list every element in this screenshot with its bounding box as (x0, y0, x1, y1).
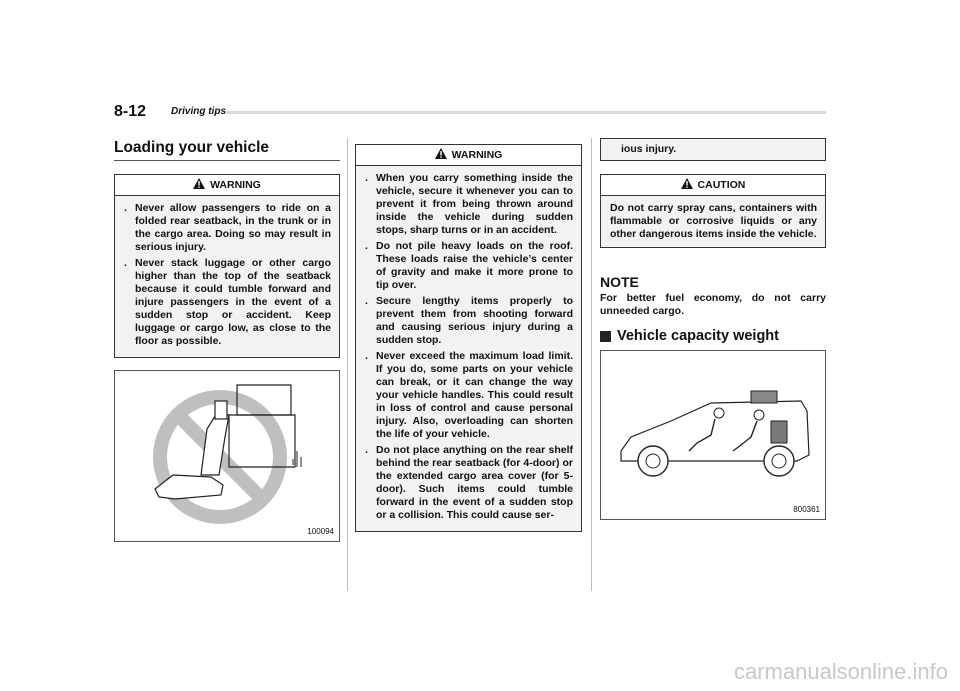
warning-bullet: . Never allow passengers to ride on a folded rear seatback, in the trunk or in the cargo area. Doing so may result in serious injury. (124, 202, 331, 253)
warning-box (355, 144, 582, 532)
subheading-label: Vehicle capacity weight (617, 328, 779, 344)
caution-box (600, 174, 826, 248)
section-title: Driving tips (171, 106, 227, 117)
header-rule (226, 111, 826, 114)
warning-triangle-icon (193, 178, 205, 189)
warning-continuation-box (600, 138, 826, 161)
vehicle-illustration (600, 350, 826, 520)
seat-illustration (114, 370, 340, 542)
column-3 (600, 138, 826, 520)
warning-bullet: . Secure lengthy items properly to prevent them from shooting forward and causing serious injury during a sudden stop. (365, 295, 573, 346)
vehicle-capacity-illustration (601, 351, 825, 517)
column-2 (355, 138, 582, 532)
warning-continuation-text: ious injury. (621, 143, 677, 155)
watermark: carmanualsonline.info (733, 659, 948, 684)
page-header (114, 103, 826, 121)
no-stacking-seat-illustration (115, 371, 339, 539)
warning-label: WARNING (210, 179, 261, 191)
figure-code: 800361 (793, 505, 820, 514)
warning-header (115, 175, 339, 196)
caution-label: CAUTION (697, 179, 746, 191)
warning-bullet: . When you carry something inside the vehicle, secure it whenever you can to prevent it from being thrown around inside the vehicle during sudden stops, sharp turns or in an accident. (365, 172, 573, 236)
warning-label: WARNING (451, 149, 503, 161)
subheading (600, 328, 826, 344)
note-text: For better fuel economy, do not carry unneeded cargo. (600, 292, 826, 317)
warning-box (114, 174, 340, 358)
column-divider-2 (591, 138, 592, 591)
column-1 (114, 138, 340, 542)
note-heading: NOTE (600, 274, 639, 290)
warning-header (356, 145, 581, 166)
warning-bullet: . Do not pile heavy loads on the roof. These loads raise the vehicle’s center of gravity and make it more prone to tip over. (365, 240, 573, 291)
warning-bullet: . Never stack luggage or other cargo higher than the top of the seatback because it could tumble forward and injure passengers in the event of a sudden stop or accident. Keep luggage or cargo low, as close to the floor as possible. (124, 257, 331, 347)
page-number: 8-12 (114, 103, 147, 120)
warning-triangle-icon (435, 148, 447, 159)
figure-code: 100094 (307, 527, 334, 536)
section-heading: Loading your vehicle (114, 138, 340, 161)
square-bullet-icon (600, 331, 611, 342)
warning-bullet: . Never exceed the maximum load limit. If you do, some parts on your vehicle can break, or it can change the way your vehicle handles. This could result in loss of control and cause personal injury. Also, overloading can shorten the life of your vehicle. (365, 350, 573, 440)
warning-bullet: . Do not place anything on the rear shelf behind the rear seatback (for 4-door) or the extended cargo area cover (for 5-door). Such items could tumble forward in the event of a sudden stop or a collision. This could cause ser- (365, 444, 573, 521)
caution-text: Do not carry spray cans, containers with flammable or corrosive liquids or any other dangerous items inside the vehicle. (610, 202, 817, 240)
column-divider-1 (347, 138, 348, 591)
caution-header (601, 175, 825, 196)
warning-triangle-icon (681, 178, 693, 189)
